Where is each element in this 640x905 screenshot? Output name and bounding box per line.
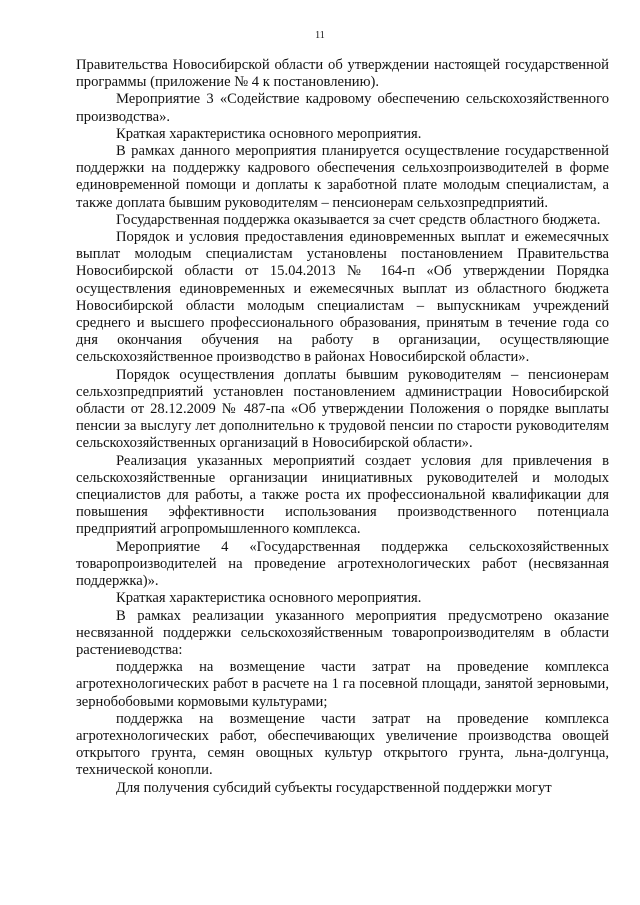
paragraph: Государственная поддержка оказывается за счет средств областного бюджета. bbox=[116, 211, 601, 228]
page-number: 11 bbox=[315, 30, 325, 41]
paragraph: Краткая характеристика основного мероприятия. bbox=[116, 125, 422, 142]
paragraph: Краткая характеристика основного мероприятия. bbox=[116, 590, 422, 607]
paragraph: Мероприятие 3 «Содействие кадровому обеспечению сельскохозяйственного производства». bbox=[76, 91, 609, 125]
document-body bbox=[76, 57, 609, 797]
paragraph: Мероприятие 4 «Государственная поддержка сельскохозяйственных товаропроизводителей на проведение агротехнологических работ (несвязанная поддержка)». bbox=[76, 538, 609, 590]
paragraph: поддержка на возмещение части затрат на проведение комплекса агротехнологических работ в расчете на 1 га посевной площади, занятой зерновыми, зернобобовыми кормовыми культурами; bbox=[76, 659, 609, 710]
paragraph: Правительства Новосибирской области об утверждении настоящей государственной программы (приложение № 4 к постановлению). bbox=[76, 57, 609, 91]
paragraph: В рамках реализации указанного мероприятия предусмотрено оказание несвязанной поддержки сельскохозяйственным товаропроизводителям в области растениеводства: bbox=[76, 607, 609, 658]
paragraph: Для получения субсидий субъекты государственной поддержки могут bbox=[116, 779, 552, 796]
paragraph: Порядок и условия предоставления единовременных выплат и ежемесячных выплат молодым специалистам установлены постановлением Правительства Новосибирской области от 15.04.2013 № 164-п «Об утверждении Порядка осуществления единовременных и ежемесячных выплат из областного бюджета Новосибирской области молодым специалистам – выпускникам учреждений среднего и высшего профессионального образования, принятым в течение года со дня окончания обучения на работу в организации, осуществляющие сельскохозяйственное производство в районах Новосибирской области». bbox=[76, 229, 609, 366]
paragraph: поддержка на возмещение части затрат на проведение комплекса агротехнологических работ, обеспечивающих увеличение производства овощей открытого грунта, семян овощных культур открытого грунта, льна-долгунца, технической конопли. bbox=[76, 710, 609, 779]
paragraph: В рамках данного мероприятия планируется осуществление государственной поддержки на поддержку кадрового обеспечения сельхозпроизводителей в форме единовременной помощи и доплаты к заработной плате молодым специалистам, а также доплата бывшим руководителям – пенсионерам сельхозпредприятий. bbox=[76, 143, 609, 211]
paragraph: Порядок осуществления доплаты бывшим руководителям – пенсионерам сельхозпредприятий установлен постановлением администрации Новосибирской области от 28.12.2009 № 487-па «Об утверждении Положения о порядке выплаты пенсии за выслугу лет дополнительно к трудовой пенсии по старости руководителям сельскохозяйственных организаций в Новосибирской области». bbox=[76, 366, 609, 452]
paragraph: Реализация указанных мероприятий создает условия для привлечения в сельскохозяйственные организации инициативных руководителей и молодых специалистов для работы, а также роста их профессиональной квалификации для повышения эффективности использования производственного потенциала предприятий агропромышленного комплекса. bbox=[76, 452, 609, 538]
